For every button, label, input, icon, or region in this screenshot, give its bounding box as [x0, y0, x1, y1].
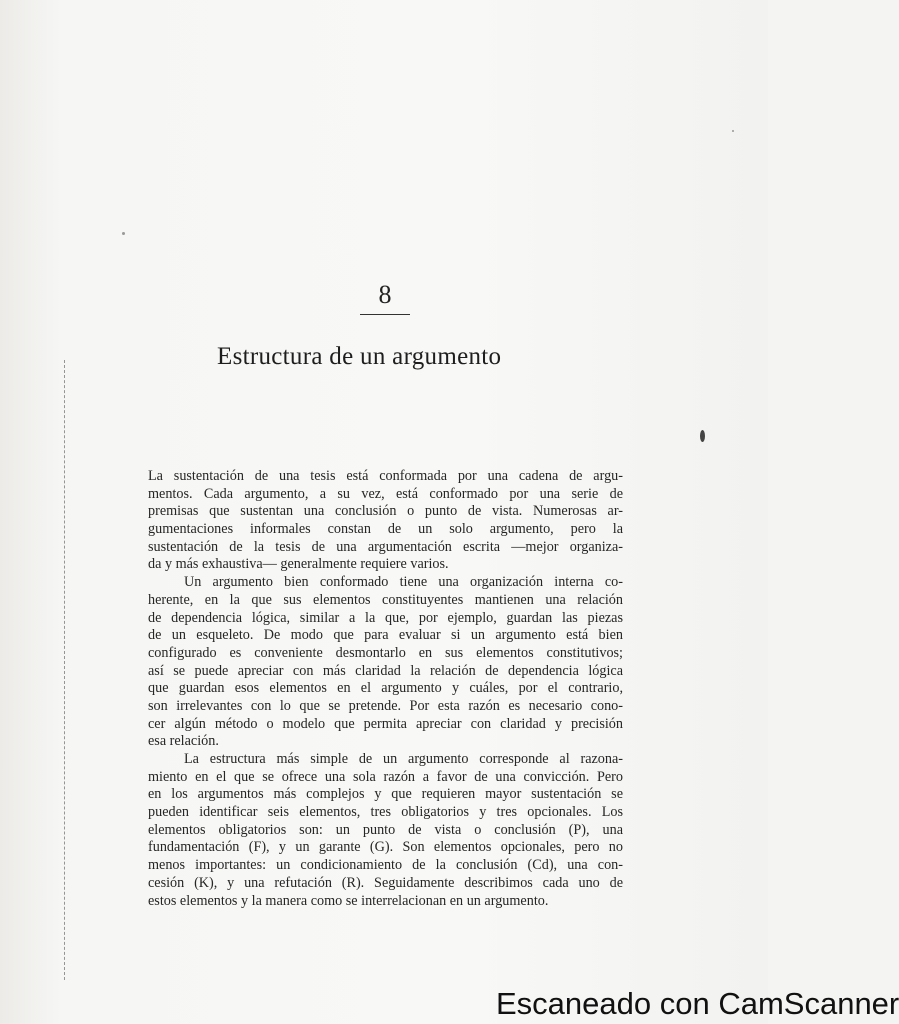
body-text — [148, 468, 623, 910]
text-line: cer algún método o modelo que permita apreciar con claridad y precisión — [148, 715, 623, 732]
text-line: Un argumento bien conformado tiene una organización interna co- — [184, 574, 623, 591]
text-line: elementos obligatorios son: un punto de vista o conclusión (P), una — [148, 821, 623, 838]
text-line: sustentación de la tesis de una argumentación escrita —mejor organiza- — [148, 538, 623, 555]
text-line: estos elementos y la manera como se interrelacionan en un argumento. — [148, 892, 549, 909]
chapter-number: 8 — [378, 280, 392, 309]
page-edge-shadow — [64, 360, 66, 980]
text-line: mentos. Cada argumento, a su vez, está conformado por una serie de — [148, 485, 623, 502]
text-line: así se puede apreciar con más claridad la relación de dependencia lógica — [148, 662, 623, 679]
scan-speck — [700, 430, 705, 442]
text-line: cesión (K), y una refutación (R). Seguidamente describimos cada uno de — [148, 874, 623, 891]
text-line: son irrelevantes con lo que se pretende. Por esta razón es necesario cono- — [148, 697, 623, 714]
watermark — [480, 986, 899, 1024]
text-line: fundamentación (F), y un garante (G). Son elementos opcionales, pero no — [148, 839, 623, 856]
text-line: configurado es conveniente desmontarlo en sus elementos constitutivos; — [148, 644, 623, 661]
text-line: en los argumentos más complejos y que requieren mayor sustentación se — [148, 786, 623, 803]
text-line: La estructura más simple de un argumento corresponde al razona- — [184, 751, 623, 767]
text-line: herente, en la que sus elementos constituyentes mantienen una relación — [148, 591, 623, 608]
text-line: miento en el que se ofrece una sola razón a favor de una convicción. Pero — [148, 768, 623, 785]
text-line: gumentaciones informales constan de un solo argumento, pero la — [148, 521, 623, 538]
text-line: que guardan esos elementos en el argumento y cuáles, por el contrario, — [148, 680, 623, 697]
text-line: premisas que sustentan una conclusión o punto de vista. Numerosas ar- — [148, 503, 623, 520]
text-line: La sustentación de una tesis está conformada por una cadena de argu- — [148, 468, 623, 484]
watermark-text: Escaneado con CamScanner — [496, 986, 899, 1021]
scan-speck — [122, 232, 125, 235]
scan-speck — [732, 130, 734, 132]
chapter-number-underline — [360, 314, 410, 315]
text-line: de dependencia lógica, similar a la que, por ejemplo, guardan las piezas — [148, 609, 623, 626]
text-line: da y más exhaustiva— generalmente requiere varios. — [148, 556, 449, 573]
text-line: esa relación. — [148, 733, 219, 750]
text-line: pueden identificar seis elementos, tres obligatorios y tres opcionales. Los — [148, 804, 623, 821]
text-line: de un esqueleto. De modo que para evaluar si un argumento está bien — [148, 627, 623, 644]
text-line: menos importantes: un condicionamiento de la conclusión (Cd), una con- — [148, 857, 623, 874]
chapter-title: Estructura de un argumento — [217, 343, 502, 370]
